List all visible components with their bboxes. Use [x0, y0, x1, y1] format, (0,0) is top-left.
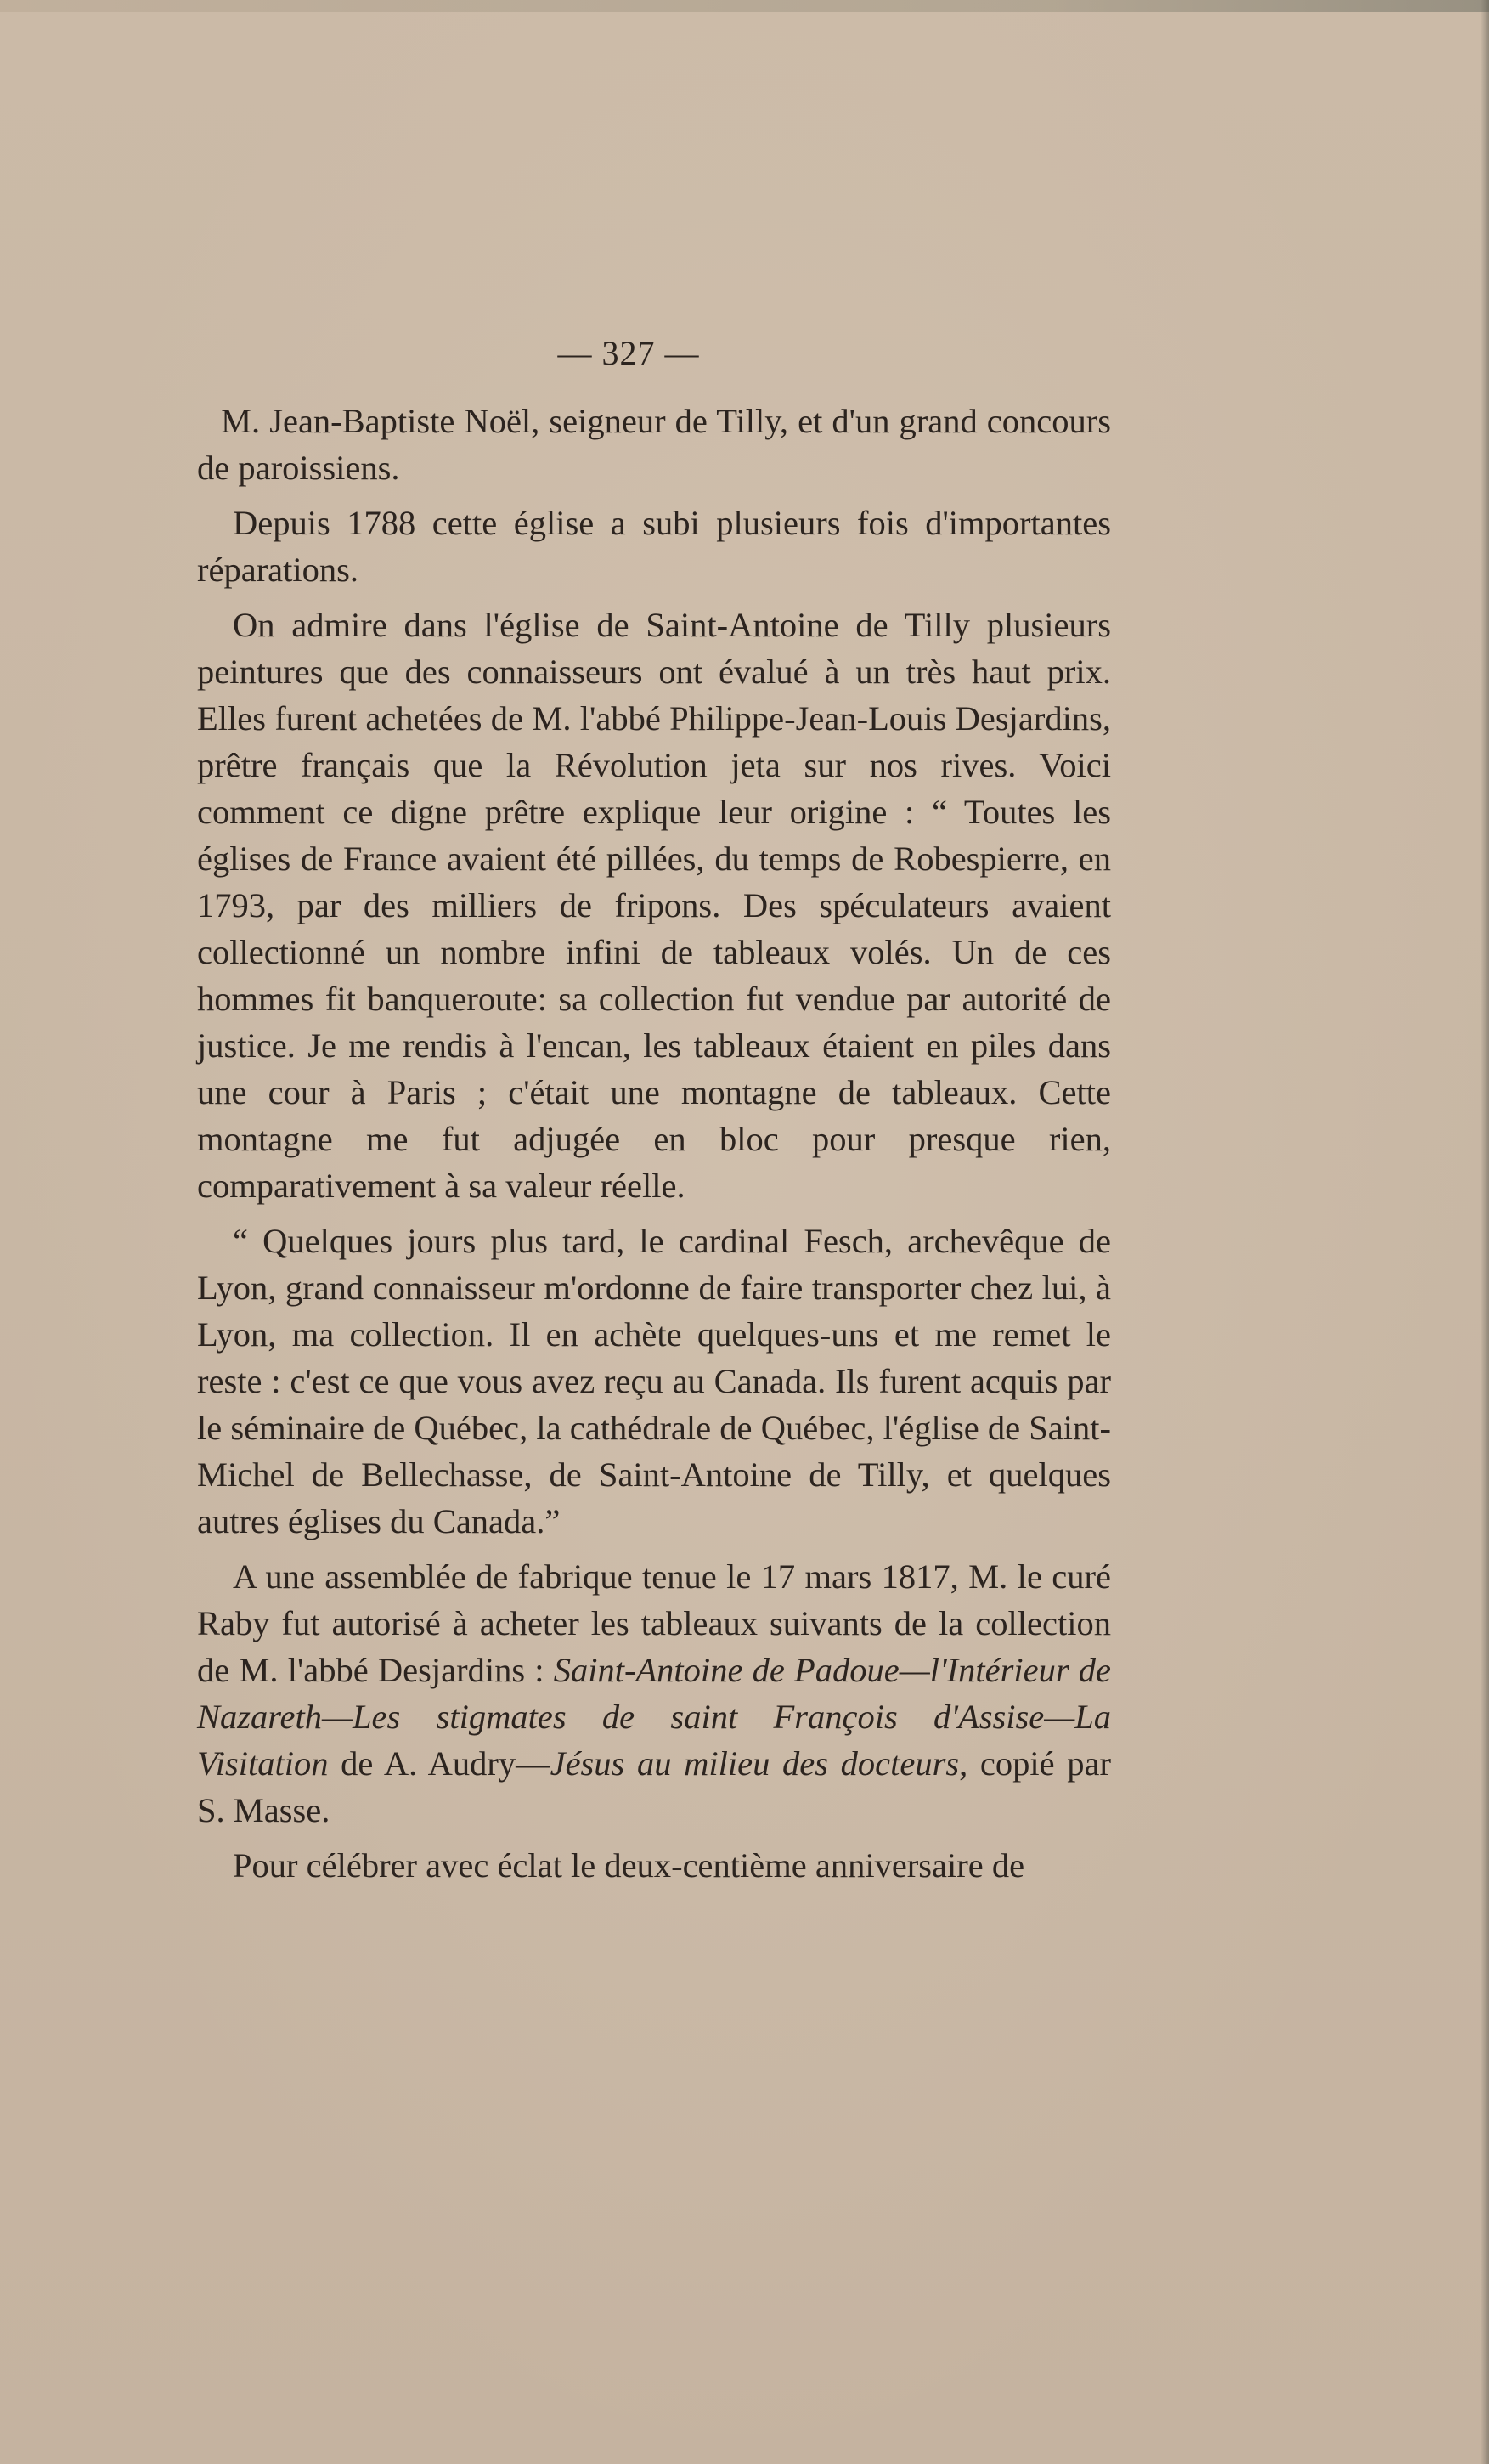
paragraph-1: M. Jean-Baptiste Noël, seigneur de Tilly, et d'un grand concours de paroissiens. [197, 402, 1111, 487]
paragraph-5-end: , copié par S. Masse. [197, 1744, 1111, 1829]
paragraph-5-mid: de A. Audry— [328, 1744, 550, 1783]
page-top-edge [0, 0, 1489, 12]
painting-title-jesus: Jésus au milieu des docteurs [550, 1744, 960, 1783]
painting-titles: Saint-Antoine de Padoue—l'Intérieur de Nazareth—Les stigmates de saint François d'Assise—La Visitation [197, 1651, 1111, 1783]
page-number: — 327 — [557, 334, 700, 372]
paragraph-5-intro: A une assemblée de fabrique tenue le 17 mars 1817, M. le curé Raby fut autorisé à acheter les tableaux suivants de la collection de M. l'abbé Desjardins : [197, 1557, 1111, 1689]
paragraph-4: “ Quelques jours plus tard, le cardinal Fesch, archevêque de Lyon, grand connaisseur m'ordonne de faire transporter chez lui, à Lyon, ma collection. Il en achète quelques-uns et me remet le reste : c'est ce que vous avez reçu au Canada. Ils furent acquis par le séminaire de Québec, la cathédrale de Québec, l'église de Saint-Michel de Bellechasse, de Saint-Antoine de Tilly, et quelques autres églises du Canada.” [197, 1222, 1111, 1540]
paragraph-6: Pour célébrer avec éclat le deux-centième anniversaire de [233, 1846, 1025, 1885]
paragraph-3: On admire dans l'église de Saint-Antoine de Tilly plusieurs peintures que des connaisseurs ont évalué à un très haut prix. Elles furent achetées de M. l'abbé Philippe-Jean-Louis Desjardins, prêtre français que la Révolution jeta sur nos rives. Voici comment ce digne prêtre explique leur origine : “ Toutes les églises de France avaient été pillées, du temps de Robespierre, en 1793, par des milliers de fripons. Des spéculateurs avaient collectionné un nombre infini de tableaux volés. Un de ces hommes fit banqueroute: sa collection fut vendue par autorité de justice. Je me rendis à l'encan, les tableaux étaient en piles dans une cour à Paris ; c'était une montagne de tableaux. Cette montagne me fut adjugée en bloc pour presque rien, comparativement à sa valeur réelle. [197, 606, 1111, 1205]
paragraph-5 [197, 1553, 1111, 1834]
paragraph-2: Depuis 1788 cette église a subi plusieurs fois d'importantes réparations. [197, 504, 1111, 589]
page-right-edge [1481, 0, 1489, 2464]
body-text [197, 398, 1111, 1897]
